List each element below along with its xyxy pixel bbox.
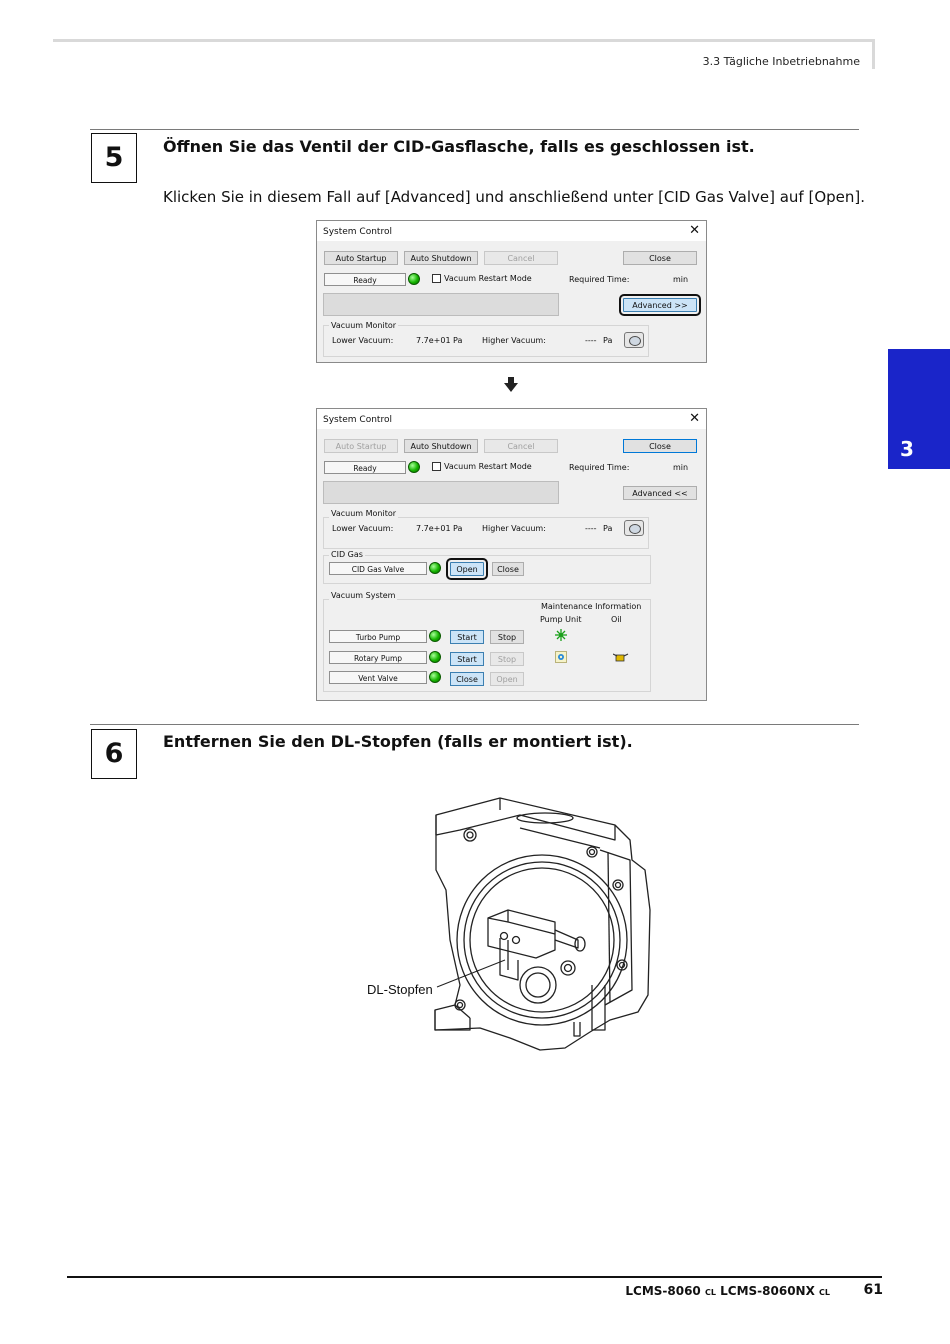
required-time-unit: min (673, 463, 689, 472)
advanced-button[interactable]: Advanced << (623, 486, 697, 500)
header-rule-tail (872, 39, 875, 69)
section-reference: 3.3 Tägliche Inbetriebnahme (702, 55, 860, 68)
footer-rule (67, 1276, 882, 1278)
required-time-unit: min (673, 275, 689, 284)
higher-vacuum-value: ---- (585, 524, 597, 533)
vacuum-gauge-icon[interactable] (624, 520, 644, 536)
lower-vacuum-value: 7.7e+01 (416, 336, 451, 345)
status-led-icon (408, 273, 420, 285)
cancel-button[interactable]: Cancel (484, 251, 558, 265)
vent-valve-open-button[interactable]: Open (490, 672, 524, 686)
turbo-pump-maintenance-icon (555, 629, 567, 641)
footer-model (625, 1284, 830, 1298)
required-time-label: Required Time: (569, 463, 630, 472)
model-b-suffix: CL (819, 1288, 830, 1297)
model-a: LCMS-8060 (625, 1284, 701, 1298)
vacuum-restart-label: Vacuum Restart Mode (444, 462, 532, 471)
chapter-tab (888, 349, 950, 469)
vacuum-restart-checkbox[interactable] (432, 274, 441, 283)
turbo-pump-led-icon (429, 630, 441, 642)
rotary-pump-led-icon (429, 651, 441, 663)
cid-gas-led-icon (429, 562, 441, 574)
turbo-pump-stop-button[interactable]: Stop (490, 630, 524, 644)
oil-label: Oil (611, 615, 622, 624)
vacuum-gauge-icon[interactable] (624, 332, 644, 348)
page-number: 61 (863, 1282, 883, 1298)
rotary-pump-maintenance-icon (555, 651, 567, 663)
higher-vacuum-label: Higher Vacuum: (482, 336, 546, 345)
dialog-title-bar (317, 409, 706, 429)
vacuum-restart-checkbox[interactable] (432, 462, 441, 471)
turbo-pump-start-button[interactable]: Start (450, 630, 484, 644)
rotary-pump-field: Rotary Pump (329, 651, 427, 664)
auto-startup-button[interactable]: Auto Startup (324, 251, 398, 265)
cid-gas-close-button[interactable]: Close (492, 562, 524, 576)
lower-vacuum-unit: Pa (453, 524, 463, 533)
step6-title: Entfernen Sie den DL-Stopfen (falls er montiert ist). (163, 732, 633, 751)
chapter-number: 3 (900, 437, 914, 461)
auto-shutdown-button[interactable]: Auto Shutdown (404, 439, 478, 453)
advanced-button[interactable]: Advanced >> (623, 298, 697, 312)
vent-valve-close-button[interactable]: Close (450, 672, 484, 686)
close-button[interactable]: Close (623, 439, 697, 453)
vent-valve-field: Vent Valve (329, 671, 427, 684)
rotary-pump-start-button[interactable]: Start (450, 652, 484, 666)
message-area (323, 481, 559, 504)
close-button[interactable]: Close (623, 251, 697, 265)
rotary-pump-stop-button[interactable]: Stop (490, 652, 524, 666)
higher-vacuum-unit: Pa (603, 336, 613, 345)
vacuum-monitor-label: Vacuum Monitor (331, 509, 397, 518)
step6-number: 6 (91, 729, 137, 779)
message-area (323, 293, 559, 316)
step5-rule (90, 129, 859, 130)
status-field: Ready (324, 461, 406, 474)
vent-valve-led-icon (429, 671, 441, 683)
lower-vacuum-unit: Pa (453, 336, 463, 345)
lower-vacuum-label: Lower Vacuum: (332, 336, 394, 345)
lower-vacuum-value: 7.7e+01 (416, 524, 451, 533)
step5-description: Klicken Sie in diesem Fall auf [Advanced] und anschließend unter [CID Gas Valve] auf [Open]. (163, 188, 865, 206)
cid-gas-label: CID Gas (331, 550, 363, 559)
header-rule (53, 39, 875, 42)
close-icon[interactable]: ✕ (689, 411, 700, 426)
model-a-suffix: CL (704, 1288, 716, 1297)
lower-vacuum-label: Lower Vacuum: (332, 524, 394, 533)
vacuum-restart-label: Vacuum Restart Mode (444, 274, 532, 283)
higher-vacuum-value: ---- (585, 336, 597, 345)
dialog-title-bar (317, 221, 706, 241)
turbo-pump-field: Turbo Pump (329, 630, 427, 643)
dl-plug-technical-drawing (360, 790, 680, 1060)
system-control-dialog-collapsed (316, 220, 707, 363)
vacuum-system-label: Vacuum System (331, 591, 396, 600)
status-field: Ready (324, 273, 406, 286)
arrow-down-icon (504, 377, 518, 392)
cid-gas-valve-field: CID Gas Valve (329, 562, 427, 575)
cid-gas-open-button[interactable]: Open (450, 562, 484, 576)
step5-number: 5 (91, 133, 137, 183)
required-time-label: Required Time: (569, 275, 630, 284)
callout-leader-line (437, 960, 505, 987)
close-icon[interactable]: ✕ (689, 223, 700, 238)
higher-vacuum-unit: Pa (603, 524, 613, 533)
cancel-button[interactable]: Cancel (484, 439, 558, 453)
system-control-dialog-expanded (316, 408, 707, 701)
status-led-icon (408, 461, 420, 473)
step6-rule (90, 724, 859, 725)
auto-startup-button[interactable]: Auto Startup (324, 439, 398, 453)
dialog-title: System Control (323, 415, 392, 425)
oil-can-icon (613, 651, 629, 663)
vacuum-monitor-label: Vacuum Monitor (331, 321, 397, 330)
step5-title: Öffnen Sie das Ventil der CID-Gasflasche, falls es geschlossen ist. (163, 137, 755, 156)
dl-plug-callout: DL-Stopfen (367, 982, 433, 997)
dialog-title: System Control (323, 227, 392, 237)
model-b: LCMS-8060NX (720, 1284, 815, 1298)
maintenance-info-label: Maintenance Information (541, 602, 642, 611)
higher-vacuum-label: Higher Vacuum: (482, 524, 546, 533)
pump-unit-label: Pump Unit (540, 615, 582, 624)
auto-shutdown-button[interactable]: Auto Shutdown (404, 251, 478, 265)
vacuum-monitor-group (323, 517, 649, 549)
